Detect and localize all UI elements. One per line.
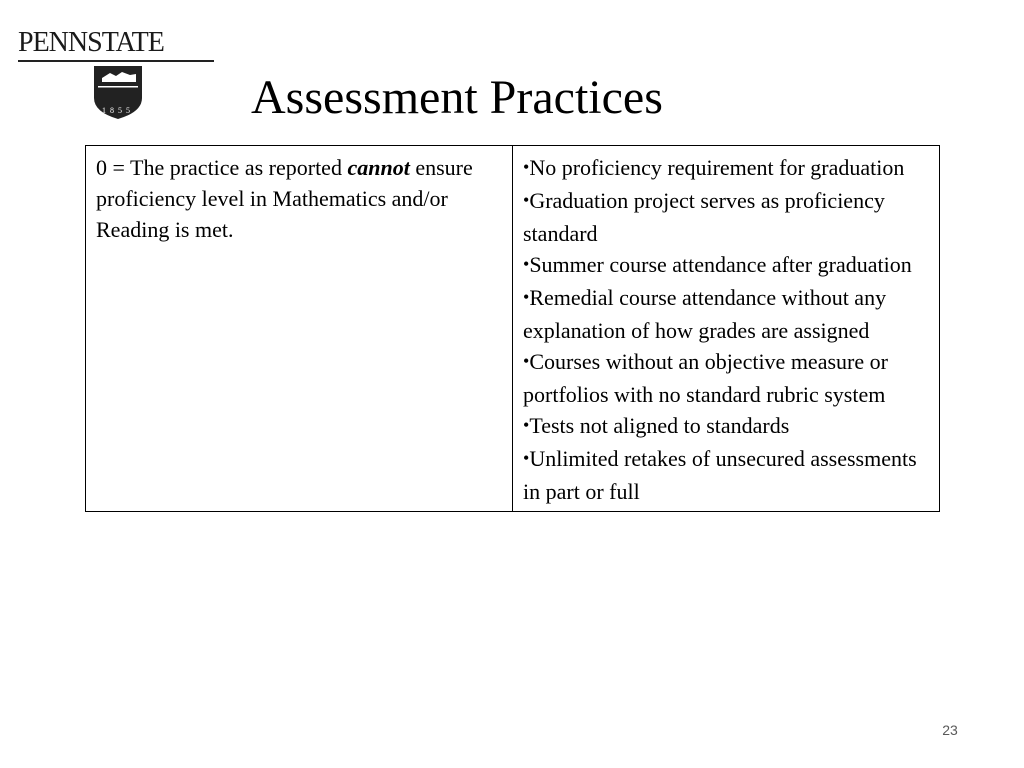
table-row: [86, 146, 940, 512]
criteria-text-end: ensure proficiency level in Mathematics and/or Reading is met.: [96, 155, 473, 242]
list-item: •No proficiency requirement for graduation: [523, 155, 905, 180]
bullet-icon: •: [523, 157, 530, 177]
list-item: •Summer course attendance after graduation: [523, 252, 912, 277]
list-item: •Tests not aligned to standards: [523, 413, 790, 438]
criteria-text-start: 0 = The practice as reported: [96, 155, 348, 180]
logo-year: 1855: [102, 106, 134, 115]
list-item: •Remedial course attendance without any explanation of how grades are assigned: [523, 285, 887, 343]
bullet-icon: •: [523, 448, 530, 468]
page-number: 23: [942, 722, 958, 738]
bullet-icon: •: [523, 287, 530, 307]
logo-divider: [18, 60, 214, 62]
list-item: •Unlimited retakes of unsecured assessments in part or full: [523, 446, 917, 504]
bullet-icon: •: [523, 415, 530, 435]
criteria-emphasis: cannot: [347, 155, 410, 180]
list-item: •Courses without an objective measure or portfolios with no standard rubric system: [523, 349, 888, 407]
list-item: •Graduation project serves as proficiency standard: [523, 188, 885, 246]
practices-cell: [513, 146, 940, 512]
practices-list: [523, 152, 929, 507]
criteria-cell: [86, 146, 513, 512]
bullet-icon: •: [523, 351, 530, 371]
logo-wordmark: PENNSTATE: [18, 27, 164, 58]
bullet-icon: •: [523, 190, 530, 210]
penn-state-logo: [18, 26, 214, 120]
bullet-icon: •: [523, 254, 530, 274]
slide-title: Assessment Practices: [251, 71, 663, 124]
assessment-table: [85, 145, 940, 512]
